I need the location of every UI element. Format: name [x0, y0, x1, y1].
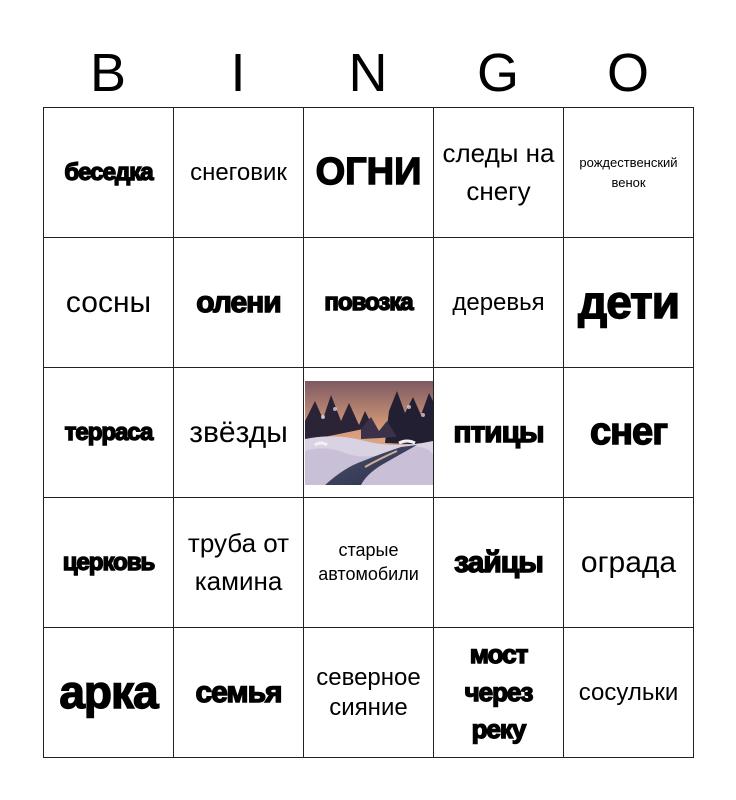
cell-text: сосульки	[578, 678, 679, 706]
board-row-5	[44, 628, 694, 758]
cell-text: деревья	[452, 288, 545, 316]
cell-text: повозка	[324, 288, 413, 316]
bingo-cell[interactable]	[174, 368, 304, 498]
bingo-cell[interactable]	[44, 368, 174, 498]
bingo-cell[interactable]	[174, 238, 304, 368]
cell-text: ОГНИ	[315, 150, 422, 193]
bingo-cell[interactable]	[434, 368, 564, 498]
cell-text: следы на снегу	[442, 137, 555, 206]
bingo-cell[interactable]	[564, 628, 694, 758]
board-row-1	[44, 108, 694, 238]
bingo-cell[interactable]	[304, 238, 434, 368]
header-letter-n: N	[348, 43, 388, 103]
cell-text: зайцы	[454, 545, 543, 579]
bingo-cell[interactable]	[174, 498, 304, 628]
bingo-cell[interactable]	[564, 498, 694, 628]
bingo-cell[interactable]	[564, 238, 694, 368]
header-letter-o: O	[606, 43, 649, 103]
cell-text: снеговик	[190, 158, 287, 186]
bingo-cell[interactable]	[434, 498, 564, 628]
cell-text: ограда	[580, 545, 677, 579]
cell-text: труба от камина	[187, 527, 290, 596]
board-row-4	[44, 498, 694, 628]
bingo-cell[interactable]	[44, 238, 174, 368]
free-space-cell[interactable]	[304, 368, 434, 498]
bingo-cell[interactable]	[304, 108, 434, 238]
bingo-cell[interactable]	[174, 628, 304, 758]
header-letter-b: B	[89, 43, 127, 103]
cell-text: старые автомобили	[318, 540, 419, 584]
bingo-cell[interactable]	[44, 628, 174, 758]
header-letter-i: I	[230, 43, 246, 103]
board-row-2	[44, 238, 694, 368]
cell-text: дети	[578, 275, 679, 328]
bingo-cell[interactable]	[304, 498, 434, 628]
bingo-cell[interactable]	[434, 628, 564, 758]
cell-text: северное сияние	[316, 663, 421, 721]
bingo-cell[interactable]	[304, 628, 434, 758]
cell-text: звёзды	[189, 415, 288, 449]
bingo-cell[interactable]	[174, 108, 304, 238]
bingo-cell[interactable]	[434, 108, 564, 238]
cell-text: семья	[195, 675, 282, 709]
winter-landscape-image	[305, 381, 433, 485]
bingo-cell[interactable]	[564, 108, 694, 238]
cell-text: олени	[196, 285, 281, 319]
cell-text: рождественский венок	[579, 154, 678, 190]
bingo-cell[interactable]	[434, 238, 564, 368]
bingo-cell[interactable]	[564, 368, 694, 498]
bingo-board	[43, 107, 694, 758]
cell-text: снег	[589, 410, 668, 453]
cell-text: сосны	[65, 285, 152, 319]
bingo-cell[interactable]	[44, 498, 174, 628]
bingo-header	[43, 40, 693, 106]
cell-text: птицы	[453, 415, 544, 449]
cell-text: арка	[59, 665, 158, 718]
cell-text: церковь	[62, 548, 155, 576]
board-row-3	[44, 368, 694, 498]
header-letter-g: G	[476, 43, 519, 103]
cell-text: терраса	[64, 418, 153, 446]
cell-text: беседка	[64, 158, 153, 186]
bingo-cell[interactable]	[44, 108, 174, 238]
cell-text: мост через реку	[464, 638, 533, 745]
